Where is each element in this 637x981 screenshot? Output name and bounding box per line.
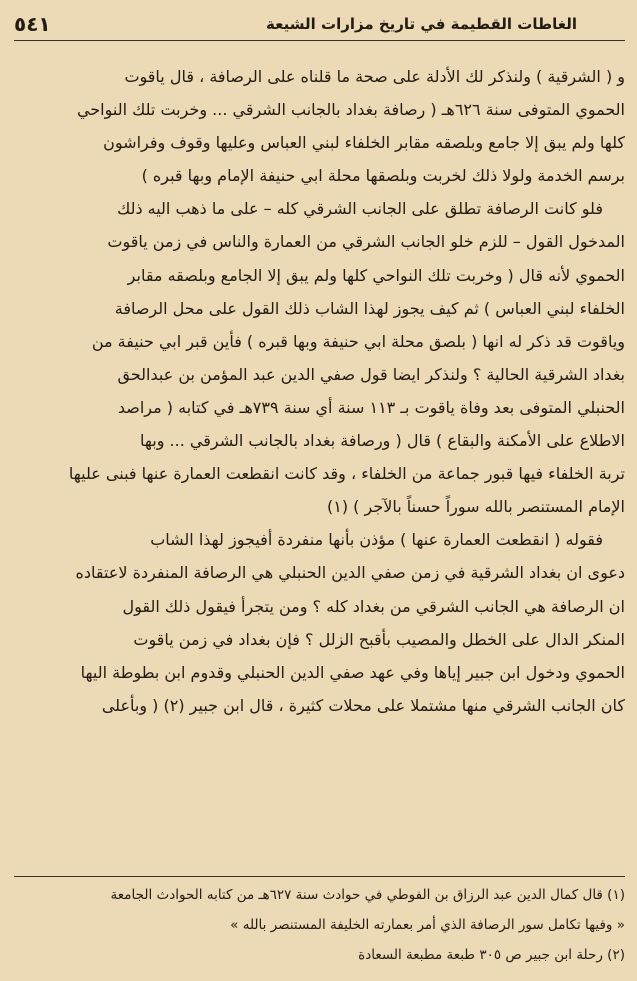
text-line: دعوى ان بغداد الشرقية في زمن صفي الدين الحنبلي هي الرصافة المنفردة لاعتقاده	[75, 563, 625, 583]
text-line: الحموي المتوفى سنة ٦٢٦هـ ( رصافة بغداد بالجانب الشرقي ... وخربت تلك النواحي	[76, 100, 625, 120]
text-line: فقوله ( انقطعت العمارة عنها ) مؤذن بأنها منفردة أفيجوز لهذا الشاب	[150, 530, 603, 550]
text-line: الحموي لأنه قال ( وخربت تلك النواحي كلها ولم يبق إلا الجامع وبلصقه مقابر	[127, 265, 625, 285]
text-line: كلها ولم يبق إلا جامع وبلصقه مقابر الخلفاء لبني العباس وعليها وقوف وفراشون	[103, 133, 625, 153]
text-line: فلو كانت الرصافة تطلق على الجانب الشرقي كله – على ما ذهب اليه ذلك	[117, 199, 603, 219]
text-line: المدخول القول – للزم خلو الجانب الشرقي من العمارة والناس في زمن ياقوت	[107, 232, 625, 252]
footnote-line: « وفيها تكامل سور الرصافة الذي أمر بعمارته الخليفة المستنصر بالله »	[230, 917, 625, 933]
main-text	[14, 60, 625, 722]
text-line: ان الرصافة هي الجانب الشرقي من بغداد كله ؟ ومن يتجرأ فيقول ذلك القول	[122, 596, 625, 616]
text-line: الإمام المستنصر بالله سوراً حسناً بالآجر ) (١)	[326, 497, 625, 517]
text-line: الحموي ودخول ابن جبير إياها وفي عهد صفي الدين الحنبلي وقدوم ابن بطوطة اليها	[80, 662, 625, 682]
page-header	[14, 8, 625, 41]
footnote-line: (١) قال كمال الدين عبد الرزاق بن الفوطي في حوادث سنة ٦٢٧هـ من كتابه الحوادث الجامعة	[110, 887, 625, 903]
footnote-line: (٢) رحلة ابن جبير ص ٣٠٥ طبعة مطبعة السعادة	[358, 947, 625, 963]
text-line: كان الجانب الشرقي منها مشتملا على محلات كثيرة ، قال ابن جبير (٢) ( وبأعلى	[101, 695, 625, 715]
running-title: الغاطات القطيمة في تاريخ مزارات الشيعة	[266, 15, 577, 33]
text-line: بغداد الشرقية الحالية ؟ ولنذكر ايضا قول صفي الدين عبد المؤمن بن عبدالحق	[117, 364, 625, 384]
page-number: ٥٤١	[14, 12, 51, 36]
text-line: برسم الخدمة ولولا ذلك لخربت وبلصقها محلة ابي حنيفة الإمام وبها قبره )	[141, 166, 625, 186]
text-line: المنكر الدال على الخطل والمصيب بأقبح الزلل ؟ فإن بغداد في زمن ياقوت	[133, 629, 625, 649]
text-line: تربة الخلفاء فيها قبور جماعة من الخلفاء ، وقد كانت انقطعت العمارة عنها فبنى عليها	[68, 464, 625, 484]
text-line: الاطلاع على الأمكنة والبقاع ) قال ( ورصافة بغداد بالجانب الشرقي ... وبها	[140, 431, 625, 451]
footnotes	[14, 880, 625, 970]
text-line: الخلفاء لبني العباس ) ثم كيف يجوز لهذا الشاب ذلك القول على محل الرصافة	[114, 298, 625, 318]
text-line: وياقوت قد ذكر له انها ( بلصق محلة ابي حنيفة وبها قبره ) فأين قبر ابي حنيفة من	[91, 331, 625, 351]
text-line: و ( الشرقية ) ولنذكر لك الأدلة على صحة ما قلناه على الرصافة ، قال ياقوت	[124, 67, 625, 86]
footnote-divider	[14, 876, 625, 877]
text-line: الحنبلي المتوفى بعد وفاة ياقوت بـ ١١٣ سنة أي سنة ٧٣٩هـ في كتابه ( مراصد	[117, 397, 625, 417]
